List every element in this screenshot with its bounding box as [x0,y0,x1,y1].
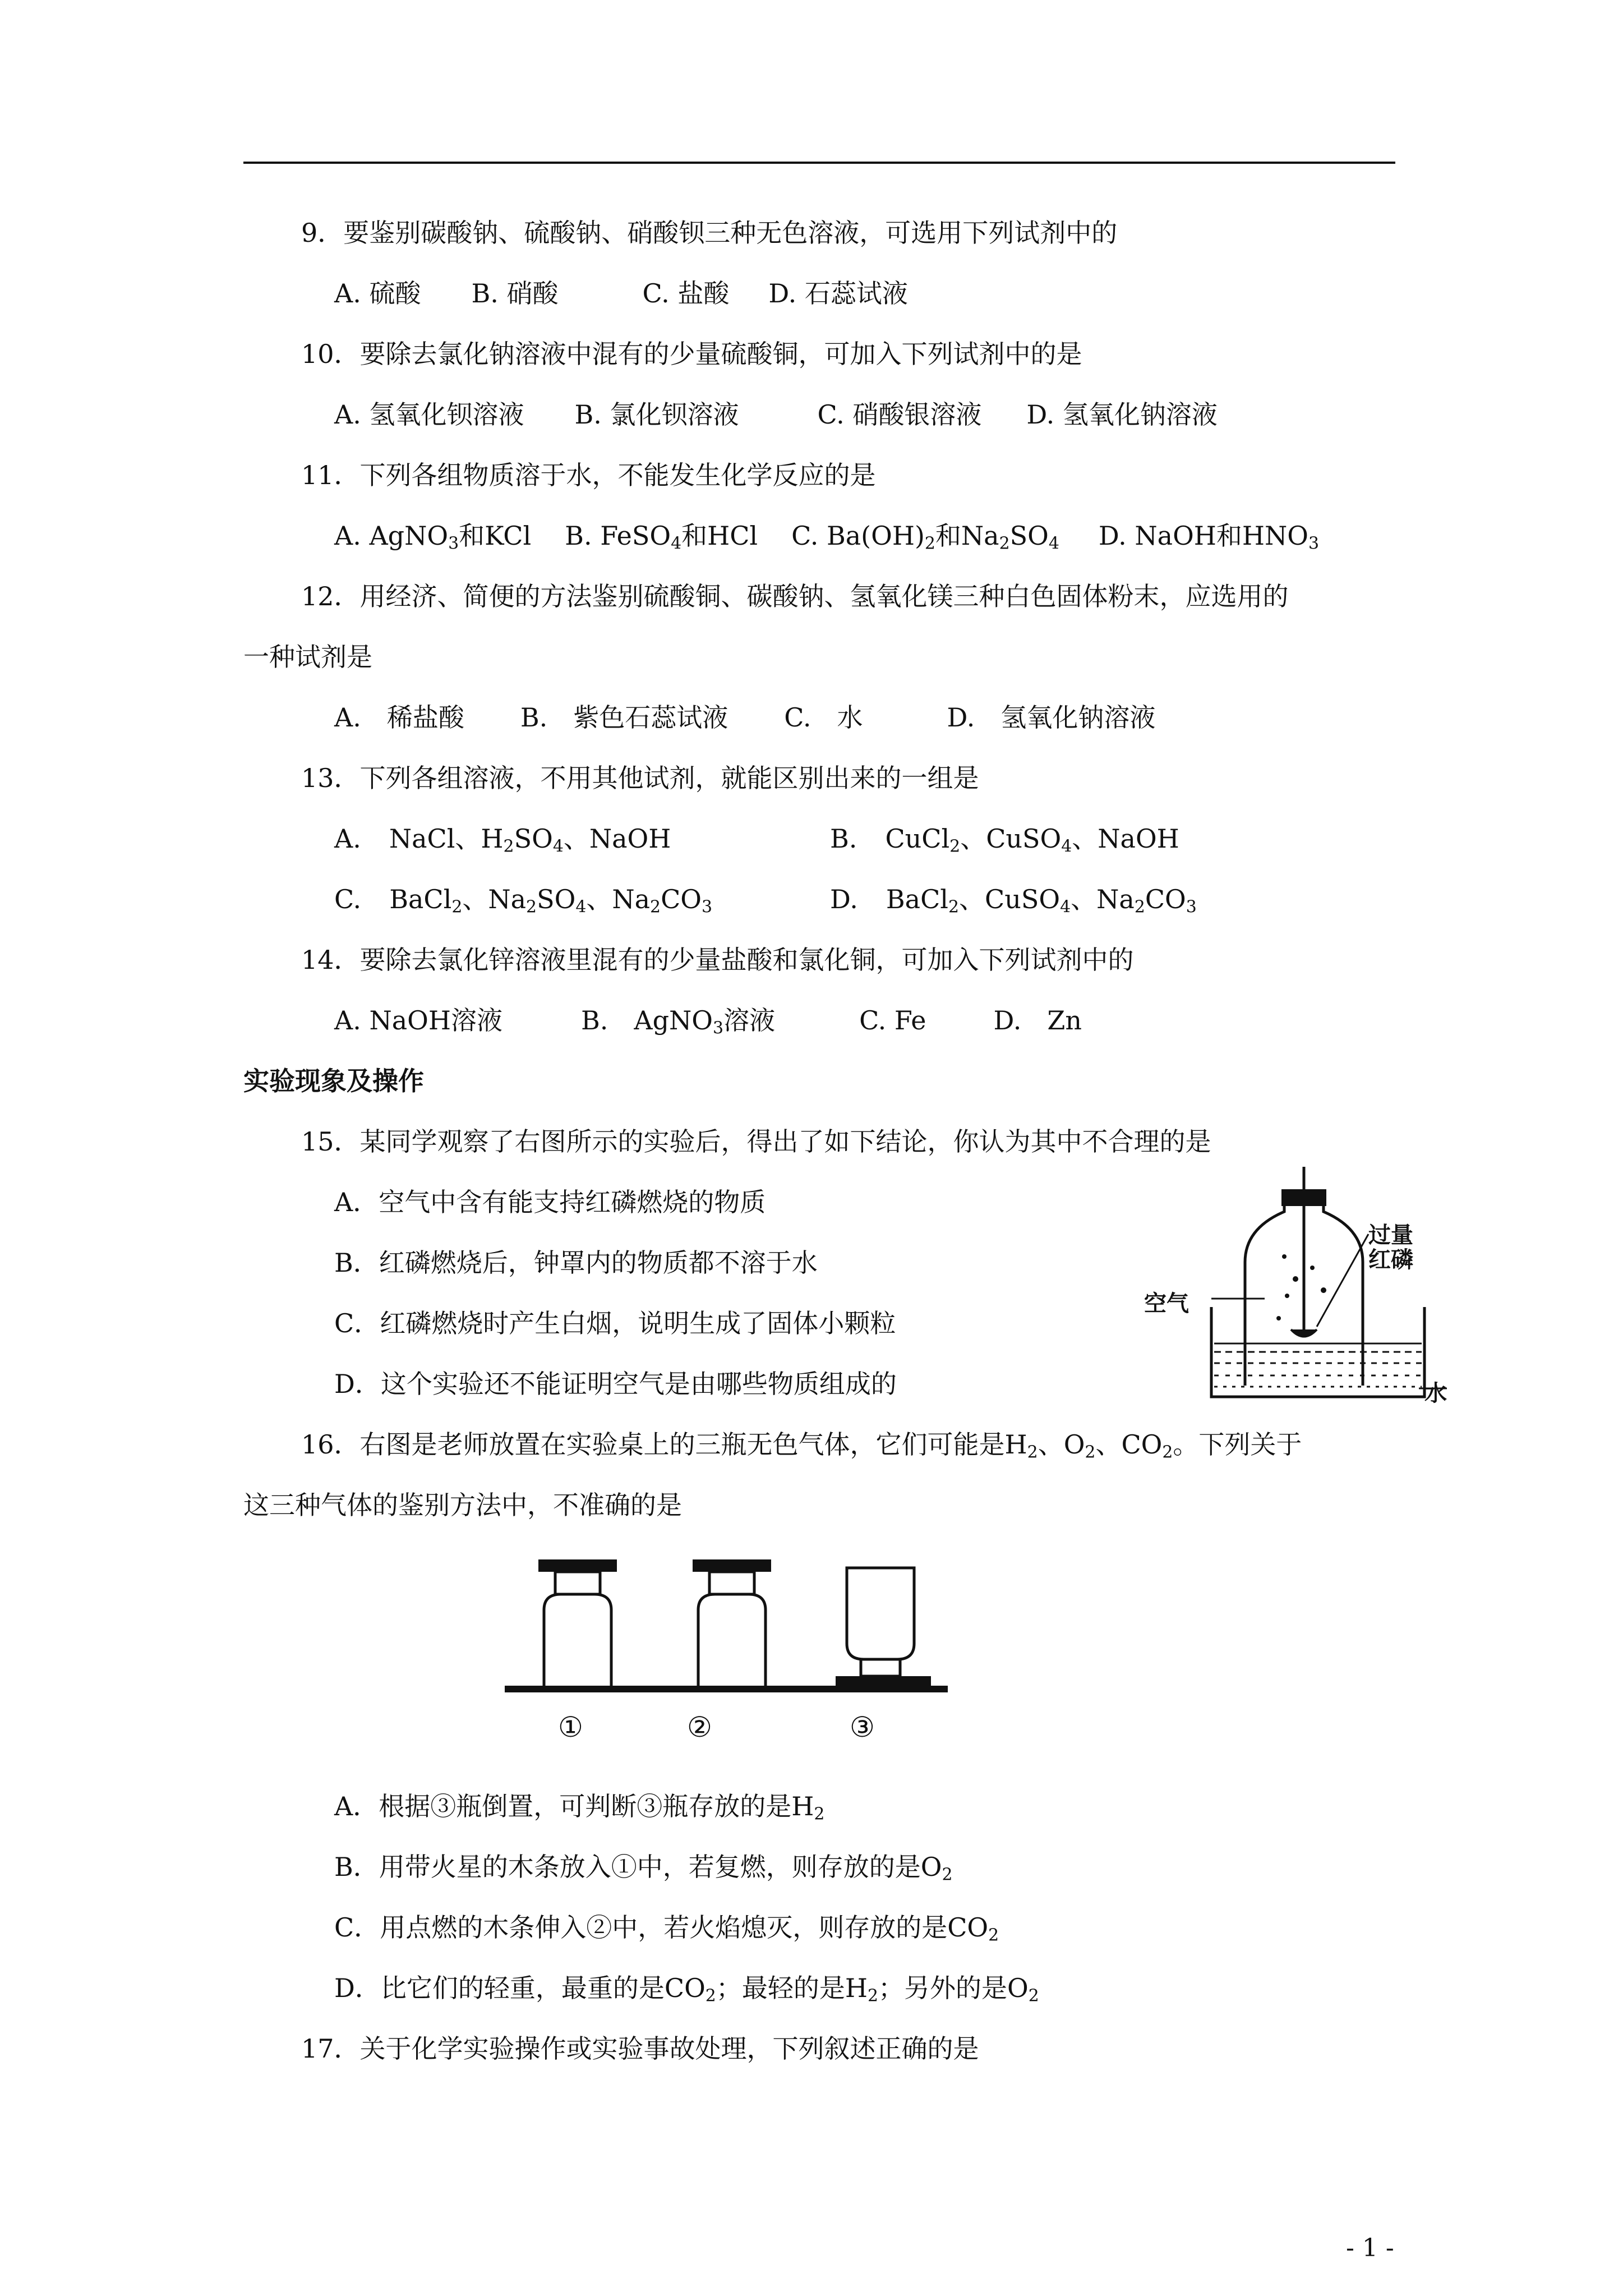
option-d: D. 氢氧化钠溶液 [1026,399,1218,430]
option-d: D. NaOH和$HNO_3$ [1098,521,1320,554]
option-a: A. 氢氧化钡溶液 [334,399,524,430]
question-16-option-c: C．用点燃的木条伸入②中，若火焰熄灭，则存放的是$CO_2$ [334,1912,999,1945]
question-16-stem-line1: 16．右图是老师放置在实验桌上的三瓶无色气体，它们可能是$H_2$、$O_2$、$CO_2$。下列关于 [301,1429,1302,1462]
gas-bottles-drawing [499,1559,976,1700]
question-14-stem: 14．要除去氯化锌溶液里混有的少量盐酸和氯化铜，可加入下列试剂中的 [301,945,1134,975]
bottle-label-3: ③ [850,1711,875,1743]
question-12-options [334,701,1155,734]
option-a: A. NaOH溶液 [334,1005,502,1036]
question-10-options [334,398,1218,431]
option-c: C. 盐酸 [642,278,730,309]
question-14-options [334,1004,1082,1045]
question-11-stem: 11．下列各组物质溶于水，不能发生化学反应的是 [301,460,876,490]
question-16-option-b: B．用带火星的木条放入①中，若复燃，则存放的是$O_2$ [334,1852,953,1885]
gas-bottles-figure [499,1559,976,1700]
bell-jar-drawing [1144,1167,1447,1414]
question-15-option-d: D．这个实验还不能证明空气是由哪些物质组成的 [334,1369,897,1399]
option-c: C. 硝酸银溶液 [817,399,982,430]
question-16-option-d: D．比它们的轻重，最重的是$CO_2$；最轻的是$H_2$；另外的是$O_2$ [334,1973,1039,2006]
bottle-label-2: ② [687,1711,712,1743]
question-15-option-a: A．空气中含有能支持红磷燃烧的物质 [334,1187,766,1217]
question-15-option-b: B．红磷燃烧后，钟罩内的物质都不溶于水 [334,1248,818,1278]
bottle-3-inverted [836,1568,931,1687]
bell-jar-figure [1144,1167,1447,1414]
question-15-option-c: C．红磷燃烧时产生白烟，说明生成了固体小颗粒 [334,1308,896,1338]
option-a: A. 硫酸 [334,278,421,309]
question-15-stem: 15．某同学观察了右图所示的实验后，得出了如下结论，你认为其中不合理的是 [301,1126,1211,1157]
question-13-option-a: A. NaCl、$H_2SO_4$、NaOH [334,823,671,857]
bottle-2 [693,1559,771,1686]
bottle-1 [538,1559,617,1686]
option-b: B. AgNO$_3$溶液 [580,1005,776,1038]
question-13-stem: 13．下列各组溶液，不用其他试剂，就能区别出来的一组是 [301,763,979,793]
page-number: - 1 - [1346,2234,1394,2262]
option-b: B. 紫色石蕊试液 [520,702,728,733]
option-c: C. $Ba(OH)_2$和$Na_2SO_4$ [791,521,1059,554]
section-heading: 实验现象及操作 [243,1066,424,1096]
excess-red-phosphorus-label: 过量 红磷 [1368,1222,1413,1273]
option-d: D. Zn [993,1005,1082,1036]
question-12-stem-line1: 12．用经济、简便的方法鉴别硫酸铜、碳酸钠、氢氧化镁三种白色固体粉末，应选用的 [301,581,1289,611]
question-11-options [334,519,1319,560]
question-9-options [334,277,908,310]
air-label: 空气 [1144,1291,1189,1317]
option-d: D. 氢氧化钠溶液 [947,702,1156,733]
water-label: 水 [1424,1381,1447,1406]
question-16-option-a: A．根据③瓶倒置，可判断③瓶存放的是$H_2$ [334,1791,825,1824]
option-a: A. AgNO$_3$和KCl [334,521,532,554]
bottle-label-1: ① [558,1711,583,1743]
option-b: B. 氯化钡溶液 [574,399,739,430]
option-a: A. 稀盐酸 [334,702,464,733]
option-d: D. 石蕊试液 [768,278,908,309]
option-b: B. 硝酸 [471,278,559,309]
header-rule [243,162,1395,164]
question-12-stem-line2: 一种试剂是 [243,642,372,672]
question-10-stem: 10．要除去氯化钠溶液中混有的少量硫酸铜，可加入下列试剂中的是 [301,339,1082,369]
question-16-stem-line2: 这三种气体的鉴别方法中，不准确的是 [243,1490,682,1520]
option-c: C. 水 [784,702,863,733]
question-13-option-c: C. BaCl$_2$、$Na_2SO_4$、$Na_2CO_3$ [334,884,713,917]
question-13-option-b: B. CuCl$_2$、CuSO$_4$、NaOH [830,823,1179,857]
option-b: B. FeSO$_4$和HCl [565,521,758,554]
question-17-stem: 17．关于化学实验操作或实验事故处理，下列叙述正确的是 [301,2033,979,2064]
question-13-option-d: D. BaCl$_2$、CuSO$_4$、$Na_2CO_3$ [830,884,1197,917]
question-9-stem: 9．要鉴别碳酸钠、硫酸钠、硝酸钡三种无色溶液，可选用下列试剂中的 [301,218,1118,248]
option-c: C. Fe [859,1005,926,1036]
